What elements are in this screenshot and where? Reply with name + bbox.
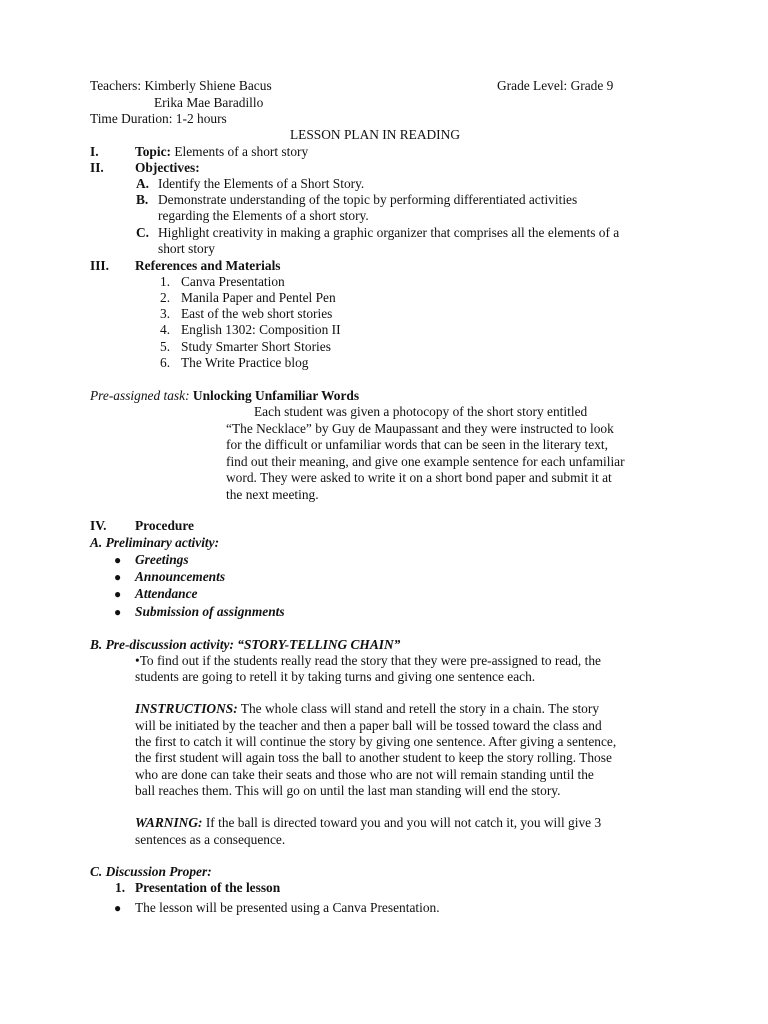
objectives-heading: Objectives: xyxy=(135,160,200,175)
instructions-text: the first student will again toss the ball to another student to keep the story rolling. Those xyxy=(135,750,612,765)
section-numeral-procedure: IV. xyxy=(90,518,107,533)
topic-label: Topic: xyxy=(135,144,171,159)
procedure-heading: Procedure xyxy=(135,518,195,533)
warning-line xyxy=(135,815,601,831)
section-numeral-objectives: II. xyxy=(90,160,104,175)
topic-value: Elements of a short story xyxy=(174,144,309,159)
preliminary-item: Greetings xyxy=(135,552,189,567)
reference-num: 4. xyxy=(160,322,171,337)
objective-text: regarding the Elements of a short story. xyxy=(158,208,369,223)
warning-text: sentences as a consequence. xyxy=(135,832,286,847)
preassigned-text: for the difficult or unfamiliar words that can be seen in the literary text, xyxy=(226,437,608,452)
objective-text: Identify the Elements of a Short Story. xyxy=(158,176,365,191)
discussion-sub-label: Presentation of the lesson xyxy=(135,880,281,895)
preassigned-text: find out their meaning, and give one example sentence for each unfamiliar xyxy=(226,454,625,469)
preliminary-item: Attendance xyxy=(135,586,198,601)
preliminary-item: Announcements xyxy=(135,569,226,584)
instructions-label: INSTRUCTIONS: xyxy=(135,701,238,716)
prediscussion-heading: B. Pre-discussion activity: “STORY-TELLING CHAIN” xyxy=(90,637,401,652)
prediscussion-intro: students are going to retell it by taking turns and giving one sentence each. xyxy=(135,669,536,684)
teacher-2: Erika Mae Baradillo xyxy=(154,95,264,110)
preassigned-title: Unlocking Unfamiliar Words xyxy=(192,388,360,403)
teachers-label: Teachers: xyxy=(90,78,142,93)
instructions-text: who are done can take their seats and those who are not will remain standing until the xyxy=(135,767,594,782)
preassigned-text: Each student was given a photocopy of the short story entitled xyxy=(254,404,588,419)
section-numeral-references: III. xyxy=(90,258,109,273)
preassigned-text: “The Necklace” by Guy de Maupassant and they were instructed to look xyxy=(226,421,614,436)
reference-num: 3. xyxy=(160,306,171,321)
reference-num: 5. xyxy=(160,339,171,354)
bullet-icon: ● xyxy=(114,605,122,619)
warning-text: If the ball is directed toward you and you will not catch it, you will give 3 xyxy=(205,815,602,830)
preliminary-heading: A. Preliminary activity: xyxy=(90,535,220,550)
instructions-text: the first to catch it will continue the story by giving one sentence. After giving a sentence, xyxy=(135,734,617,749)
time-duration: Time Duration: 1-2 hours xyxy=(90,111,227,126)
instructions-text: will be initiated by the teacher and then a paper ball will be tossed toward the class and xyxy=(135,718,602,733)
instructions-text: The whole class will stand and retell the story in a chain. The story xyxy=(240,701,600,716)
discussion-heading: C. Discussion Proper: xyxy=(90,864,212,879)
instructions-text: ball reaches them. This will go on until the last man standing will end the story. xyxy=(135,783,561,798)
reference-num: 1. xyxy=(160,274,171,289)
objective-letter: B. xyxy=(136,192,149,207)
objective-text: Highlight creativity in making a graphic organizer that comprises all the elements of a xyxy=(158,225,620,240)
preassigned-text: word. They were asked to write it on a short bond paper and submit it at xyxy=(226,470,612,485)
topic-line xyxy=(135,144,308,160)
objective-text: Demonstrate understanding of the topic by performing differentiated activities xyxy=(158,192,578,207)
preassigned-text: the next meeting. xyxy=(226,487,319,502)
preliminary-item: Submission of assignments xyxy=(135,604,285,619)
teacher-1: Kimberly Shiene Bacus xyxy=(144,78,272,93)
reference-item: English 1302: Composition II xyxy=(181,322,341,337)
references-heading: References and Materials xyxy=(135,258,281,273)
objective-letter: C. xyxy=(136,225,150,240)
instructions-line xyxy=(135,701,599,717)
objective-text: short story xyxy=(158,241,215,256)
discussion-sub-num: 1. xyxy=(115,880,126,895)
reference-num: 2. xyxy=(160,290,171,305)
objective-letter: A. xyxy=(136,176,150,191)
grade-level: Grade Level: Grade 9 xyxy=(497,78,614,93)
reference-num: 6. xyxy=(160,355,171,370)
preassigned-heading xyxy=(90,388,359,404)
page-title: LESSON PLAN IN READING xyxy=(290,127,460,142)
bullet-icon: ● xyxy=(114,901,122,915)
preassigned-label: Pre-assigned task: xyxy=(90,388,190,403)
reference-item: Manila Paper and Pentel Pen xyxy=(181,290,336,305)
section-numeral-topic: I. xyxy=(90,144,99,159)
reference-item: Canva Presentation xyxy=(181,274,285,289)
prediscussion-intro: •To find out if the students really read the story that they were pre-assigned to read, the xyxy=(135,653,601,668)
bullet-icon: ● xyxy=(114,553,122,567)
reference-item: Study Smarter Short Stories xyxy=(181,339,331,354)
teachers-line xyxy=(90,78,272,94)
warning-label: WARNING: xyxy=(135,815,203,830)
discussion-bullet: The lesson will be presented using a Canva Presentation. xyxy=(135,900,440,915)
bullet-icon: ● xyxy=(114,587,122,601)
reference-item: The Write Practice blog xyxy=(181,355,309,370)
reference-item: East of the web short stories xyxy=(181,306,333,321)
bullet-icon: ● xyxy=(114,570,122,584)
